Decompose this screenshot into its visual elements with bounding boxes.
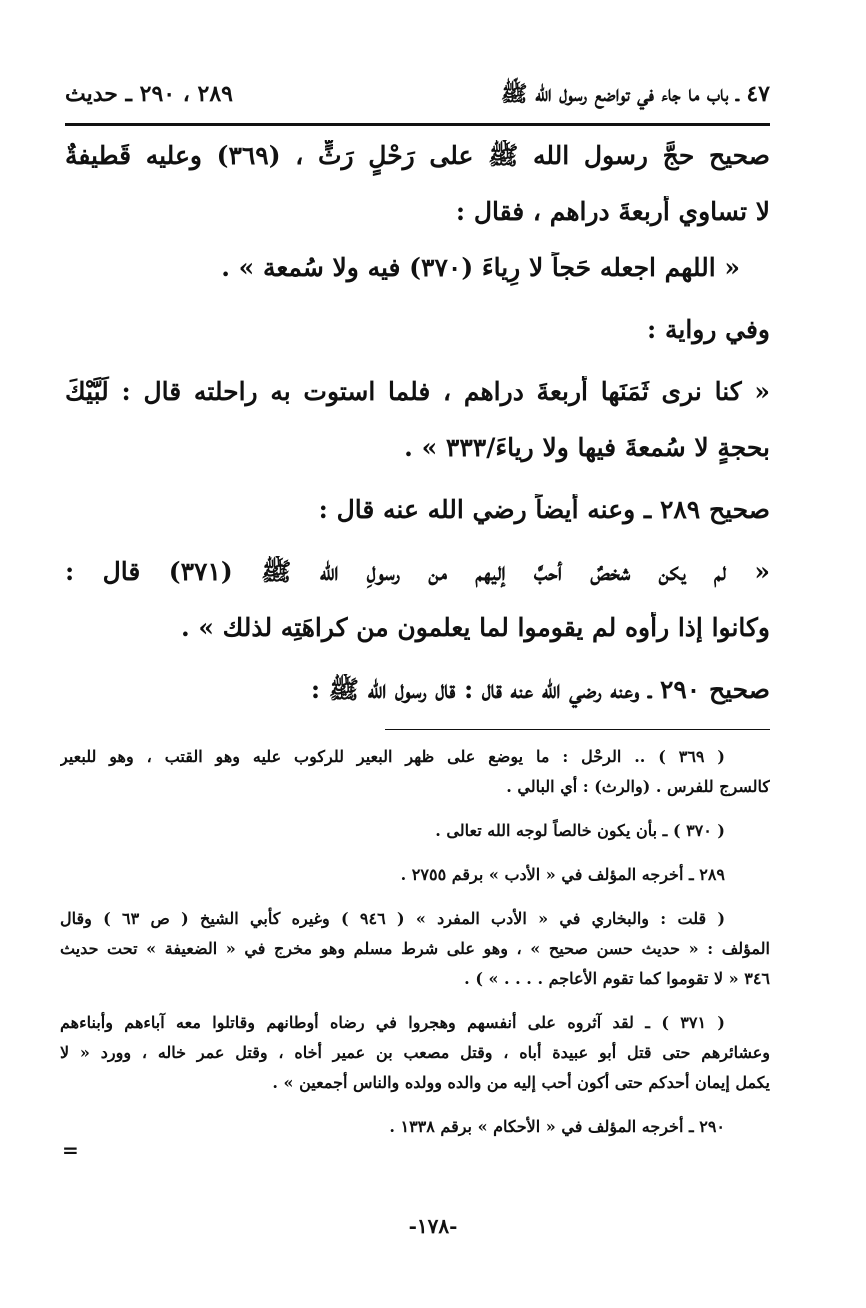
text-line: صحيح ٢٩٠ ـ وعنه رضي الله عنه قال : قال رسول الله ﷺ : [310,675,770,704]
footnote-line: ( ٣٧٠ ) ـ بأن يكون خالصاً لوجه الله تعالى . [435,821,725,840]
footnote-line: وعشائرهم حتى قتل أبو عبيدة أباه ، وقتل مصعب بن عمير أخاه ، وقتل عمر خاله ، وورد « لا [60,1043,770,1062]
footnote-rule [385,729,770,730]
main-text [65,140,770,730]
page-number: -١٧٨- [408,1214,458,1238]
text-line: وفي رواية : [647,315,770,344]
text-line: « كنا نرى ثَمَنَها أربعةَ دراهم ، فلما استوت به راحلته قال : لَبَّيْكَ [65,377,770,406]
footnote-line: يكمل إيمان أحدكم حتى أكون أحب إليه من والده وولده والناس أجمعين » . [272,1073,770,1092]
text-line: وكانوا إذا رأوه لم يقوموا لما يعلمون من كراهَتِه لذلك » . [180,613,770,642]
footnotes [60,742,770,1142]
text-line: « اللهم اجعله حَجاً لا رِياءَ (٣٧٠) فيه ولا سُمعة » . [221,253,740,282]
page-header [65,80,770,112]
text-line: بحجةٍ لا سُمعةَ فيها ولا رياءَ/٣٣٣ » . [404,433,770,462]
text-line: « لم يكن شخصٌ أحبَّ إليهم من رسولِ الله ﷺ (٣٧١) قال : [65,557,770,586]
hadith-range: ٢٨٩ ، ٢٩٠ ـ حديث [65,81,233,107]
text-line: صحيح حجَّ رسول الله ﷺ على رَحْلٍ رَثٍّ ، (٣٦٩) وعليه قَطيفةٌ [65,141,770,170]
footnote-line: المؤلف : « حديث حسن صحيح » ، وهو على شرط مسلم وهو مخرج في « الضعيفة » تحت حديث [60,939,770,958]
footnote-line: ٣٤٦ « لا تقوموا كما تقوم الأعاجم . . . . » ) . [464,969,770,988]
text-line: صحيح ٢٨٩ ـ وعنه أيضاً رضي الله عنه قال : [318,495,770,524]
footnote-line: ٢٩٠ ـ أخرجه المؤلف في « الأحكام » برقم ١٣٣٨ . [389,1117,725,1136]
footnote-line: ( قلت : والبخاري في « الأدب المفرد » ( ٩٤٦ ) وغيره كأبي الشيخ ( ص ٦٣ ) وقال [60,909,726,928]
continuation-mark: = [62,1138,79,1162]
footnote-line: ( ٣٦٩ ) .. الرحْل : ما يوضع على ظهر البعير للركوب عليه وهو القتب ، وهو للبعير [60,747,725,766]
text-line: لا تساوي أربعةَ دراهم ، فقال : [455,197,770,226]
footnote-line: ٢٨٩ ـ أخرجه المؤلف في « الأدب » برقم ٢٧٥٥ . [400,865,725,884]
chapter-title: ٤٧ ـ باب ما جاء في تواضع رسول الله ﷺ [500,81,770,107]
footnote-line: كالسرج للفرس . (والرث) : أي البالي . [506,777,770,796]
header-rule [65,123,770,126]
footnote-line: ( ٣٧١ ) ـ لقد آثروه على أنفسهم وهجروا في رضاه أوطانهم وقاتلوا معه آباءهم وأبناءهم [60,1013,725,1032]
